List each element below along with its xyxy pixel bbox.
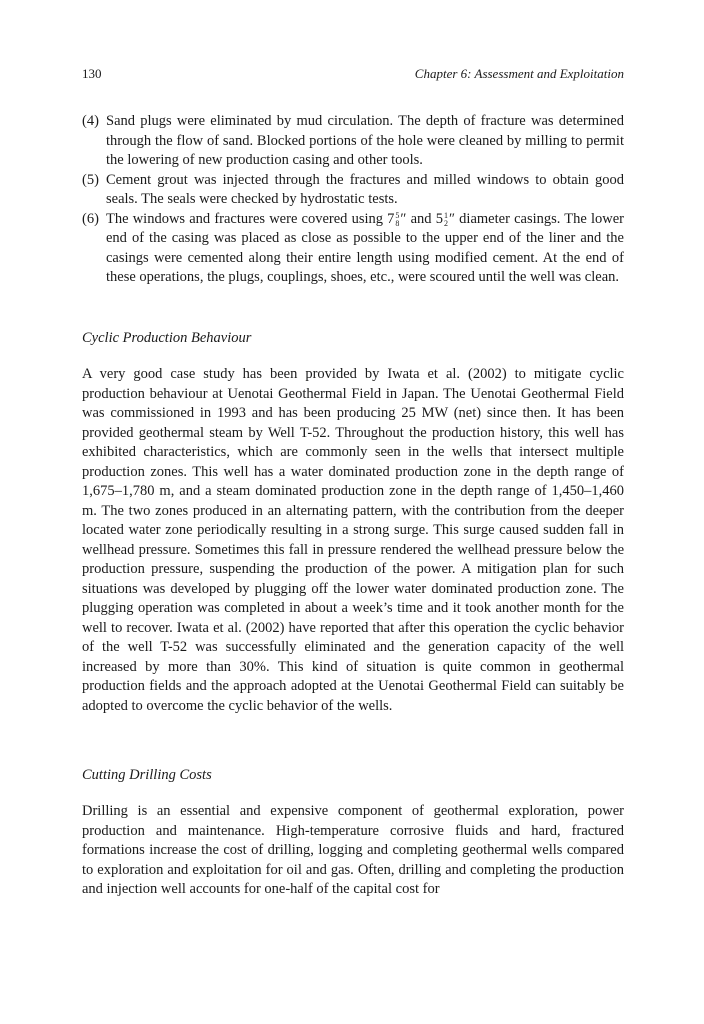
list-item-number: (5) xyxy=(82,171,99,188)
list-item-text: Cement grout was injected through the fractures and milled windows to obtain good seals. The seals were checked by hydrostatic tests. xyxy=(106,171,624,207)
list-item-text-end: ″ diameter casings. The lower end of the casing was placed as close as possible to the upper end of the liner and the casings were cemented along their entire length using modified cement. At the end of these operations, the plugs, couplings, shoes, etc., were scoured until the well was clean. xyxy=(106,210,624,285)
list-item-text-middle: ″ and 5 xyxy=(400,210,443,227)
section-heading-cyclic-production: Cyclic Production Behaviour xyxy=(82,330,252,346)
body-paragraph-drilling-costs: Drilling is an essential and expensive component of geothermal exploration, power production and maintenance. High-temperature corrosive fluids and hard, fractured formations increase the cost of drilling, logging and completing geothermal wells compared to exploration and exploitation for oil and gas. Often, drilling and completing the production and injection well accounts for one-half of the capital cost for xyxy=(82,803,624,897)
page-number: 130 xyxy=(82,66,102,81)
fraction-one-half xyxy=(444,212,448,228)
list-item-number: (4) xyxy=(82,113,99,129)
list-item-text-start: The windows and fractures were covered using 7 xyxy=(106,210,395,227)
fraction-denominator: 2 xyxy=(443,218,448,228)
list-item xyxy=(82,210,624,288)
fraction-denominator: 8 xyxy=(395,218,400,228)
list-item-text: Sand plugs were eliminated by mud circulation. The depth of fracture was determined through the flow of sand. Blocked portions of the hole were cleaned by milling to permit the lowering of new production casing and other tools. xyxy=(106,113,624,168)
fraction-five-eighths xyxy=(395,212,399,228)
list-item xyxy=(82,171,624,210)
fraction-numerator: 5 xyxy=(395,210,400,220)
body-paragraph-cyclic-production: A very good case study has been provided by Iwata et al. (2002) to mitigate cyclic production behaviour at Uenotai Geothermal Field in Japan. The Uenotai Geothermal Field was commissioned in 1993 and has been producing 25 MW (net) since then. It has been provided geothermal steam by Well T-52. Throughout the production history, this well has exhibited characteristics, which are commonly seen in the wells that intersect multiple production zones. This well has a water dominated production zone in the depth range of 1,675–1,780 m, and a steam dominated production zone in the depth range of 1,450–1,460 m. The two zones produced in an alternating pattern, with the contribution from the deeper located water zone periodically resulting in a strong surge. This surge caused sudden fall in wellhead pressure. Sometimes this fall in pressure rendered the wellhead pressure below the production pressure, suspending the production of the power. A mitigation plan for such situations was developed by plugging off the lower water dominated production zone. The plugging operation was completed in about a week’s time and it took another month for the well to recover. Iwata et al. (2002) have reported that after this operation the cyclic behavior of the well T-52 was successfully eliminated and the generation capacity of the well increased by more than 30%. This kind of situation is quite common in geothermal production fields and the approach adopted at the Uenotai Geothermal Field can suitably be adopted to overcome the cyclic behavior of the wells. xyxy=(82,366,624,714)
numbered-list xyxy=(82,112,624,288)
page-header xyxy=(82,66,624,84)
section-heading-drilling-costs: Cutting Drilling Costs xyxy=(82,767,212,783)
fraction-numerator: 1 xyxy=(443,210,448,220)
running-head: Chapter 6: Assessment and Exploitation xyxy=(414,66,624,81)
list-item xyxy=(82,112,624,171)
list-item-number: (6) xyxy=(82,210,99,227)
